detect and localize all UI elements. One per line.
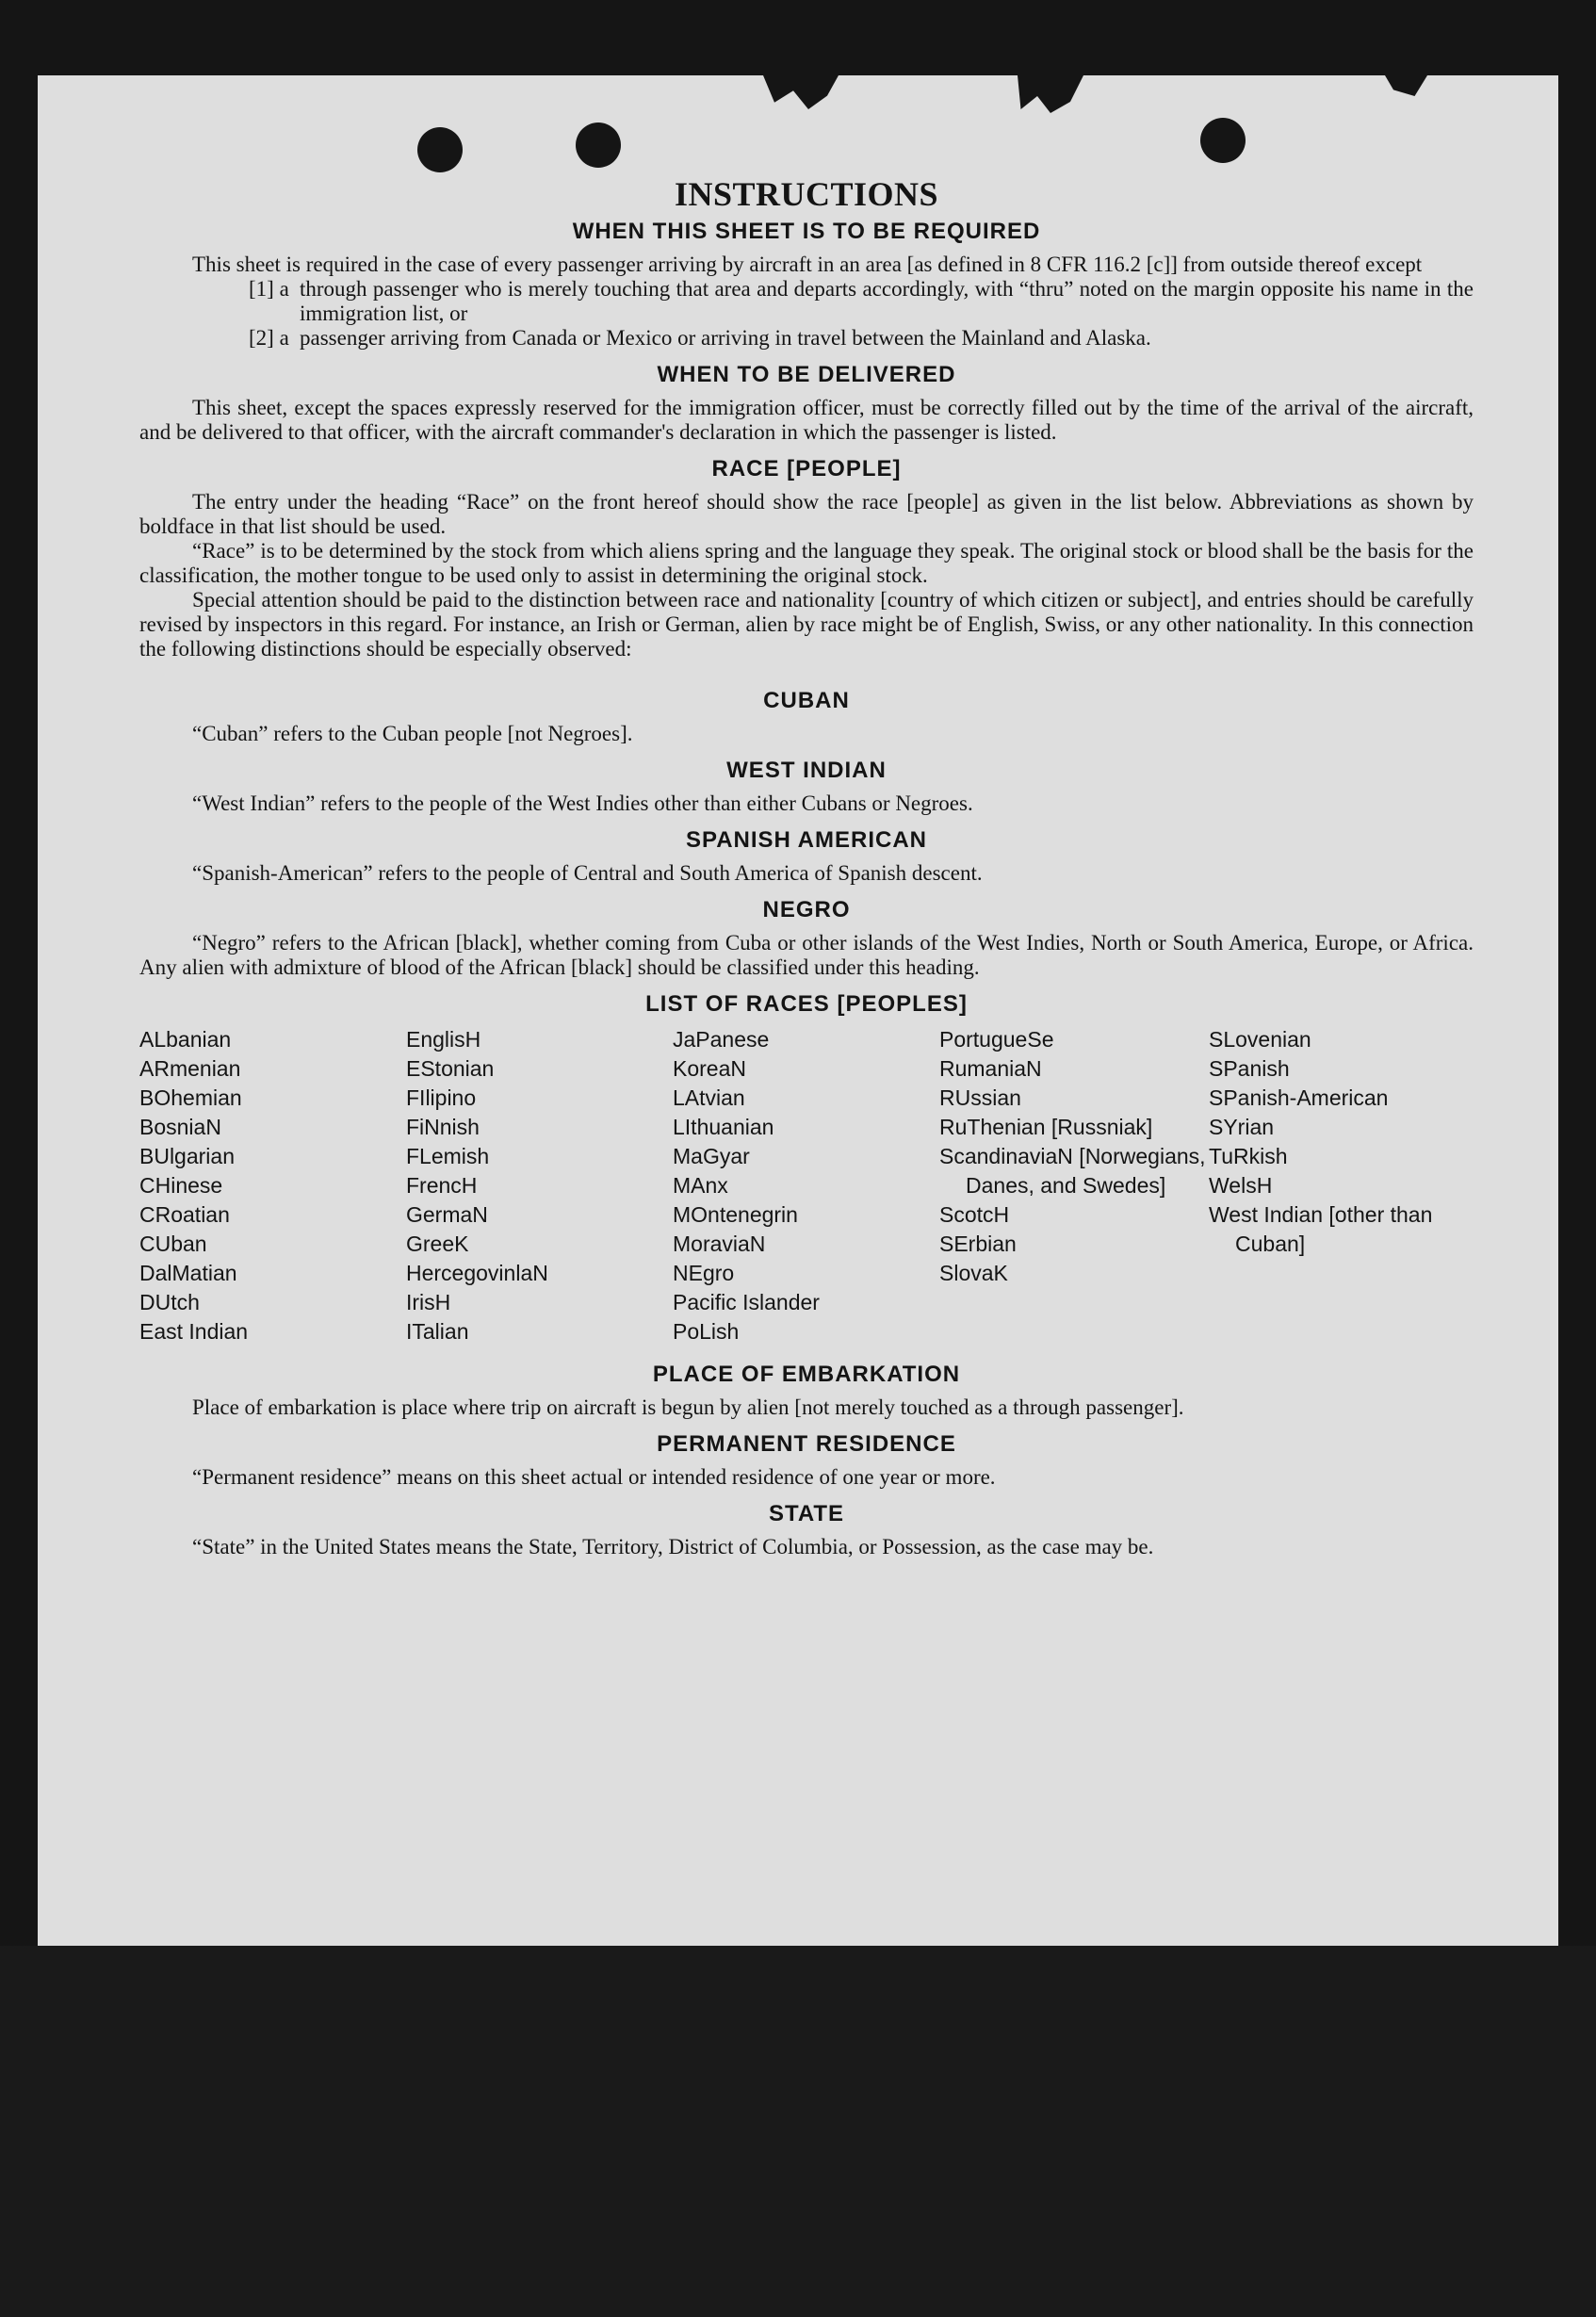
race-entry: PortugueSe — [939, 1027, 1054, 1052]
race-entry: LAtvian — [673, 1085, 745, 1110]
race-entry: FIlipino — [406, 1085, 477, 1110]
heading-race: RACE [PEOPLE] — [711, 456, 902, 481]
instruction-sheet — [38, 75, 1558, 1946]
exception-item-1: [1] a through passenger who is merely touching that area and departs accordingly, with “thru” noted on the margin opposite his name in the immigration list, or — [249, 277, 1474, 325]
race-entry: SErbian — [939, 1232, 1017, 1256]
required-intro: This sheet is required in the case of every passenger arriving by aircraft in an area [as defined in 8 CFR 116.2 [c]] from outside thereof except — [192, 253, 1423, 276]
race-entry: ScandinaviaN [Norwegians, Danes, and Swedes] — [939, 1144, 1206, 1198]
race-entry: SLovenian — [1209, 1027, 1311, 1052]
race-entry: MaGyar — [673, 1144, 750, 1168]
race-paragraph-2: “Race” is to be determined by the stock from which aliens spring and the language they speak. The original stock or blood shall be the basis for the classification, the mother tongue to be used only to assist in determining the original stock. — [139, 539, 1474, 587]
race-entry: ALbanian — [139, 1027, 232, 1052]
race-entry: BUlgarian — [139, 1144, 235, 1168]
race-entry: Pacific Islander — [673, 1290, 820, 1314]
heading-embarkation: PLACE OF EMBARKATION — [652, 1362, 961, 1387]
race-entry: JaPanese — [673, 1027, 770, 1052]
heading-residence: PERMANENT RESIDENCE — [657, 1431, 956, 1457]
race-entry: KoreaN — [673, 1056, 746, 1081]
scan-backdrop — [0, 1946, 1596, 2317]
residence-text: “Permanent residence” means on this sheet actual or intended residence of one year or more. — [192, 1465, 996, 1489]
race-entry: SPanish — [1209, 1056, 1290, 1081]
race-entry: TuRkish — [1209, 1144, 1288, 1168]
race-entry: CHinese — [139, 1173, 223, 1198]
page-title: INSTRUCTIONS — [674, 175, 939, 213]
race-entry: IrisH — [406, 1290, 451, 1314]
heading-required: WHEN THIS SHEET IS TO BE REQUIRED — [572, 219, 1041, 244]
race-entry: RumaniaN — [939, 1056, 1042, 1081]
race-entry: RuThenian [Russniak] — [939, 1115, 1153, 1139]
punch-hole-1 — [417, 127, 463, 172]
race-entry: ITalian — [406, 1319, 469, 1344]
heading-delivered: WHEN TO BE DELIVERED — [657, 362, 956, 387]
race-entry: LIthuanian — [673, 1115, 774, 1139]
races-column-2 — [406, 1025, 673, 1346]
race-entry: FiNnish — [406, 1115, 480, 1139]
race-entry: ARmenian — [139, 1056, 241, 1081]
races-column-4 — [939, 1025, 1209, 1346]
heading-state: STATE — [768, 1501, 845, 1526]
race-entry: MOntenegrin — [673, 1202, 798, 1227]
punch-hole-2 — [576, 122, 621, 168]
instructions-content — [139, 173, 1474, 1559]
race-entry: GreeK — [406, 1232, 469, 1256]
race-entry: CRoatian — [139, 1202, 230, 1227]
race-entry: East Indian — [139, 1319, 249, 1344]
race-entry: WelsH — [1209, 1173, 1273, 1198]
races-column-3 — [673, 1025, 939, 1346]
embarkation-text: Place of embarkation is place where trip on aircraft is begun by alien [not merely touched as a through passenger]. — [192, 1395, 1184, 1419]
race-entry: MAnx — [673, 1173, 728, 1198]
race-entry: PoLish — [673, 1319, 740, 1344]
torn-edge — [1018, 75, 1083, 113]
races-column-1 — [139, 1025, 406, 1346]
race-entry: GermaN — [406, 1202, 488, 1227]
race-entry: SPanish-American — [1209, 1085, 1389, 1110]
race-entry: DalMatian — [139, 1261, 237, 1285]
race-entry: EnglisH — [406, 1027, 481, 1052]
race-entry: HercegovinlaN — [406, 1261, 548, 1285]
torn-edge — [763, 75, 839, 109]
race-paragraph-1: The entry under the heading “Race” on the front hereof should show the race [people] as given in the list below. Abbreviations as shown by boldface in that list should be used. — [139, 490, 1474, 538]
torn-edge — [1385, 75, 1427, 96]
race-entry: CUban — [139, 1232, 207, 1256]
race-entry: DUtch — [139, 1290, 200, 1314]
heading-negro: NEGRO — [762, 897, 851, 922]
races-column-5 — [1209, 1025, 1474, 1346]
race-entry: West Indian [other than Cuban] — [1209, 1202, 1433, 1256]
spanish-american-text: “Spanish-American” refers to the people of Central and South America of Spanish descent. — [192, 861, 983, 885]
race-entry: EStonian — [406, 1056, 495, 1081]
race-entry: BOhemian — [139, 1085, 242, 1110]
negro-text: “Negro” refers to the African [black], whether coming from Cuba or other islands of the West Indies, North or South America, Europe, or Africa. Any alien with admixture of blood of the African [black] should be classified under this heading. — [139, 931, 1474, 979]
race-entry: NEgro — [673, 1261, 735, 1285]
race-entry: FrencH — [406, 1173, 478, 1198]
west-indian-text: “West Indian” refers to the people of the West Indies other than either Cubans or Negroes. — [192, 791, 973, 815]
race-paragraph-3: Special attention should be paid to the distinction between race and nationality [country of which citizen or subject], and entries should be carefully revised by inspectors in this regard. For instance, an Irish or German, alien by race might be of English, Swiss, or any other nationality. In this connection the following distinctions should be especially observed: — [139, 588, 1474, 661]
race-entry: SYrian — [1209, 1115, 1275, 1139]
races-list — [139, 1025, 1474, 1346]
delivered-text: This sheet, except the spaces expressly reserved for the immigration officer, must be correctly filled out by the time of the arrival of the aircraft, and be delivered to that officer, with the aircraft commander's declaration in which the passenger is listed. — [139, 396, 1474, 444]
punch-hole-3 — [1200, 118, 1246, 163]
heading-cuban: CUBAN — [763, 688, 850, 713]
race-entry: ScotcH — [939, 1202, 1010, 1227]
heading-races-list: LIST OF RACES [PEOPLES] — [645, 991, 968, 1017]
race-entry: MoraviaN — [673, 1232, 766, 1256]
race-entry: FLemish — [406, 1144, 490, 1168]
heading-spanish-american: SPANISH AMERICAN — [685, 827, 927, 853]
race-entry: BosniaN — [139, 1115, 221, 1139]
race-entry: RUssian — [939, 1085, 1021, 1110]
race-entry: SlovaK — [939, 1261, 1008, 1285]
heading-west-indian: WEST INDIAN — [726, 758, 887, 783]
exception-item-2: [2] a passenger arriving from Canada or Mexico or arriving in travel between the Mainland and Alaska. — [249, 326, 1151, 350]
cuban-text: “Cuban” refers to the Cuban people [not Negroes]. — [192, 722, 633, 745]
state-text: “State” in the United States means the State, Territory, District of Columbia, or Possession, as the case may be. — [192, 1535, 1154, 1558]
